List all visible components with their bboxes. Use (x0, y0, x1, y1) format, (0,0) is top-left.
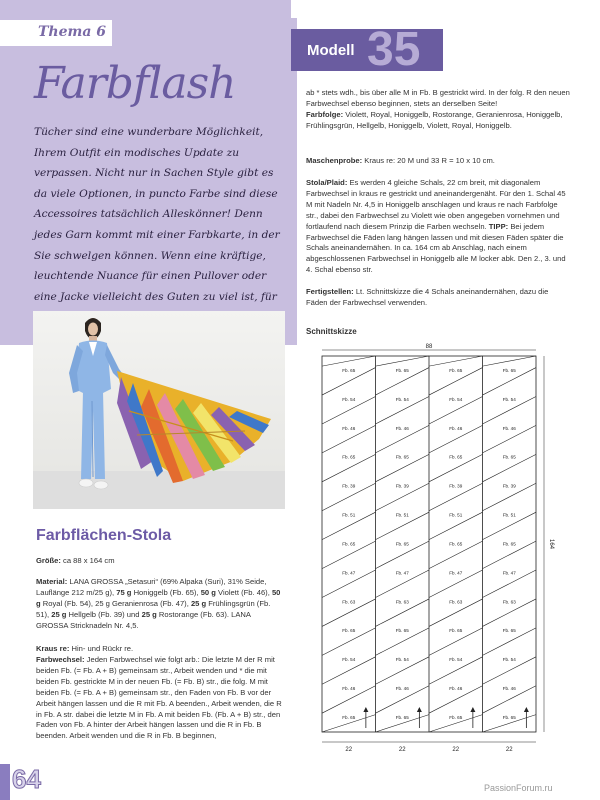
page-number: 64 (12, 764, 41, 794)
schematic-color-label: Fb. 65 (342, 454, 356, 460)
material-amount: 75 g (116, 587, 132, 597)
schematic-color-label: Fb. 54 (449, 396, 463, 402)
farbwechsel-label: Farbwechsel: (36, 655, 85, 664)
schematic-diagram (310, 342, 554, 753)
schematic-color-label: Fb. 51 (395, 512, 409, 518)
schematic-column-width-label: 22 (398, 747, 406, 753)
schematic-color-label: Fb. 39 (449, 483, 463, 489)
maschenprobe-paragraph (306, 156, 570, 167)
schematic-column-width-label: 22 (505, 747, 513, 753)
woman-figure (69, 318, 125, 489)
schematic-color-label: Fb. 47 (502, 570, 516, 576)
farbfolge-value: Violett, Royal, Honiggelb, Rostorange, Geranienrosa, Honiggelb, Frühlingsgrün, Hellgelb, Honiggelb, Violett, Royal, Honiggelb. (306, 110, 563, 130)
schematic-color-label: Fb. 46 (449, 425, 463, 431)
schematic-color-label: Fb. 46 (342, 425, 356, 431)
schematic-color-label: Fb. 65 (502, 367, 516, 373)
schematic-color-label: Fb. 65 (502, 714, 516, 720)
schematic-color-label: Fb. 65 (342, 367, 356, 373)
schematic-color-label: Fb. 65 (449, 367, 463, 373)
schematic-color-label: Fb. 46 (342, 686, 356, 692)
kraus-value: Hin- und Rückr re. (71, 644, 134, 653)
material-label: Material: (36, 577, 68, 586)
schematic-color-label: Fb. 65 (395, 714, 409, 720)
material-text: Honiggelb (Fb. 65), (133, 587, 199, 597)
thema-label: Thema 6 (38, 24, 107, 40)
schematic-color-label: Fb. 51 (342, 512, 356, 518)
material-text: Rostorange (Fb. 63). LANA GROSSA Stricknadeln Nr. 4,5. (36, 609, 251, 630)
schematic-color-label: Fb. 51 (449, 512, 463, 518)
page-number-bar (0, 764, 10, 800)
schematic-column-width-label: 22 (452, 747, 460, 753)
schematic-color-label: Fb. 65 (449, 628, 463, 634)
schematic-color-label: Fb. 65 (449, 454, 463, 460)
photo-illustration (33, 311, 285, 509)
schematic-diagonal (322, 356, 376, 366)
maschenprobe-label: Maschenprobe: (306, 156, 363, 165)
schematic-color-label: Fb. 51 (502, 512, 516, 518)
stola-label: Stola/Plaid: (306, 178, 348, 187)
model-photo (33, 311, 285, 509)
schematic-color-label: Fb. 46 (395, 425, 409, 431)
modell-number: 35 (367, 23, 421, 76)
schematic-color-label: Fb. 65 (502, 628, 516, 634)
schematic-color-label: Fb. 46 (502, 686, 516, 692)
schematic-color-label: Fb. 63 (449, 599, 463, 605)
material-text: Violett (Fb. 46), (218, 587, 270, 597)
right-header-strip (291, 0, 600, 18)
schematic-color-label: Fb. 39 (502, 483, 516, 489)
schematic-color-label: Fb. 65 (342, 628, 356, 634)
schematic-color-label: Fb. 65 (449, 541, 463, 547)
fertig-value: Lt. Schnittskizze die 4 Schals aneinandernähen, dazu die Fäden der Farbwechsel verwenden. (306, 287, 549, 307)
schematic-color-label: Fb. 54 (395, 657, 409, 663)
schematic-diagonal (429, 356, 483, 366)
stola-text: Bei jedem Farbwechsel die Fäden lang hängen lassen und mit diesen Fäden später die Schals aneinandernähen. In ca. 164 cm ab Anschlag, nach einem abgeschlossenen Farbwechsel in Honiggelb alle M locker abk. Den 2., 3. und 4. Schal ebenso str. (306, 221, 566, 275)
schematic-color-label: Fb. 65 (449, 714, 463, 720)
material-text: LANA GROSSA „Setasuri“ (69% Alpaka (Suri), 31% Seide, Lauflänge 212 m/25 g), (36, 577, 267, 597)
schematic-color-label: Fb. 54 (502, 396, 516, 402)
schematic-arrow-icon (417, 707, 422, 712)
farbfolge-label: Farbfolge: (306, 110, 344, 119)
stole-illustration (117, 371, 271, 483)
schematic-color-label: Fb. 65 (342, 541, 356, 547)
kraus-paragraph (36, 644, 284, 655)
material-amount: 50 g (36, 587, 281, 608)
schematic-width-label: 88 (425, 344, 433, 350)
maschenprobe-value: Kraus re: 20 M und 33 R = 10 x 10 cm. (364, 156, 495, 165)
schematic-arrow-icon (363, 707, 368, 712)
stola-text: Es werden 4 gleiche Schals, 22 cm breit, mit diagonalem Farbwechsel in kraus re gestrickt und aneinandergenäht. Für den 1. Schal 45 M mit Nadeln Nr. 4,5 in Honiggelb anschlagen und kraus re nach Farbfolge str., dabei den Farbwechsel zu Violett wie oben angegeben vornehmen und fortlaufend nach diesem Prinzip die Farben wechseln. (306, 178, 566, 231)
schematic-color-label: Fb. 54 (502, 657, 516, 663)
schematic-color-label: Fb. 63 (395, 599, 409, 605)
farbwechsel-continued: ab * stets wdh., bis über alle M in Fb. B gestrickt wird. In der folg. R den neuen Farbwechsel ebenso beginnen, stets an derselben Seite! (306, 88, 570, 108)
pattern-title: Farbflächen-Stola (36, 527, 172, 544)
schematic-color-label: Fb. 54 (342, 657, 356, 663)
schematic-title: Schnittskizze (306, 327, 357, 336)
schematic-color-label: Fb. 54 (342, 396, 356, 402)
groesse-label: Größe: (36, 556, 61, 565)
schematic-color-label: Fb. 65 (395, 454, 409, 460)
chapter-title: Farbflash (34, 58, 236, 109)
schematic-arrow-icon (470, 707, 475, 712)
schematic-color-label: Fb. 47 (395, 570, 409, 576)
schematic-arrow-icon (524, 707, 529, 712)
material-text: Royal (Fb. 54), 25 g Geranienrosa (Fb. 47), (42, 598, 189, 608)
schematic-height-label: 164 (548, 538, 554, 550)
schematic-color-label: Fb. 54 (395, 396, 409, 402)
schematic-color-label: Fb. 65 (502, 454, 516, 460)
material-amount: 50 g (200, 587, 216, 597)
material-amount: 25 g (51, 609, 67, 619)
schematic-color-label: Fb. 46 (502, 425, 516, 431)
farbwechsel-text: Jeden Farbwechsel wie folgt arb.: Die letzte M der R mit beiden Fb. (= Fb. A + B) gemeinsam str., Arbeit wenden und * die mit beiden Fb. gestrickte M in der neuen Fb. (= Fb. B) str., die folg. M mit beiden Fb. (= Fb. A + B) gemeinsam str., den Faden von Fb. B vor der Arbeit hängen lassen und die R mit Fb. A beenden., Arbeit wenden, die R in Fb. A str. dabei die letzte M in Fb. A mit beiden Fb. (Fb. A + B) str., den Faden von Fb. A hinter der Arbeit hängen lassen und die R in Fb. B beenden. Arbeit wenden und die R in Fb. B beginnen, (36, 655, 282, 741)
groesse-value: ca 88 x 164 cm (63, 556, 115, 565)
material-text: Frühlingsgrün (Fb. 51), (36, 598, 271, 619)
schematic-color-label: Fb. 65 (395, 541, 409, 547)
kraus-label: Kraus re: (36, 644, 70, 653)
groesse-paragraph (36, 556, 284, 567)
tipp-label: TIPP: (488, 221, 509, 231)
schematic-diagonal (376, 356, 430, 366)
footer-site: PassionForum.ru (484, 783, 553, 793)
modell-label: Modell (307, 42, 355, 59)
schematic-color-label: Fb. 54 (449, 657, 463, 663)
material-paragraph (36, 577, 284, 632)
schematic-color-label: Fb. 65 (342, 714, 356, 720)
schematic-color-label: Fb. 63 (502, 599, 516, 605)
schematic-color-label: Fb. 47 (449, 570, 463, 576)
schematic-color-label: Fb. 39 (342, 483, 356, 489)
schematic-color-label: Fb. 65 (395, 628, 409, 634)
thema-tab (0, 20, 112, 46)
schematic-color-label: Fb. 46 (449, 686, 463, 692)
schematic-column-width-label: 22 (345, 747, 353, 753)
intro-text: Tücher sind eine wunderbare Möglichkeit, Ihrem Outfit ein modisches Update zu verpassen. Nicht nur in Sachen Style gibt es da viele Optionen, in puncto Farbe sind diese Accessoires tatsächlich Alleskönner! Denn jedes Garn kommt mit einer Farbkarte, in der Sie schwelgen können. Wenn eine kräftige, leuchtende Nuance für einen Pullover oder eine Jacke vielleicht des Guten zu viel ist, für (34, 126, 280, 303)
material-amount: 25 g (141, 609, 157, 619)
farbwechsel-paragraph (36, 655, 284, 742)
schematic-color-label: Fb. 63 (342, 599, 356, 605)
schematic-diagonal (483, 356, 537, 366)
fertig-paragraph (306, 287, 570, 309)
schematic-color-label: Fb. 46 (395, 686, 409, 692)
schematic-color-label: Fb. 47 (342, 570, 356, 576)
schematic-color-label: Fb. 65 (502, 541, 516, 547)
stola-paragraph (306, 178, 570, 276)
schematic-color-label: Fb. 65 (395, 367, 409, 373)
fertig-label: Fertigstellen: (306, 287, 354, 296)
material-text: Hellgelb (Fb. 39) und (68, 609, 140, 619)
material-amount: 25 g (190, 598, 207, 608)
farbfolge-paragraph (306, 110, 570, 132)
schematic-color-label: Fb. 39 (395, 483, 409, 489)
